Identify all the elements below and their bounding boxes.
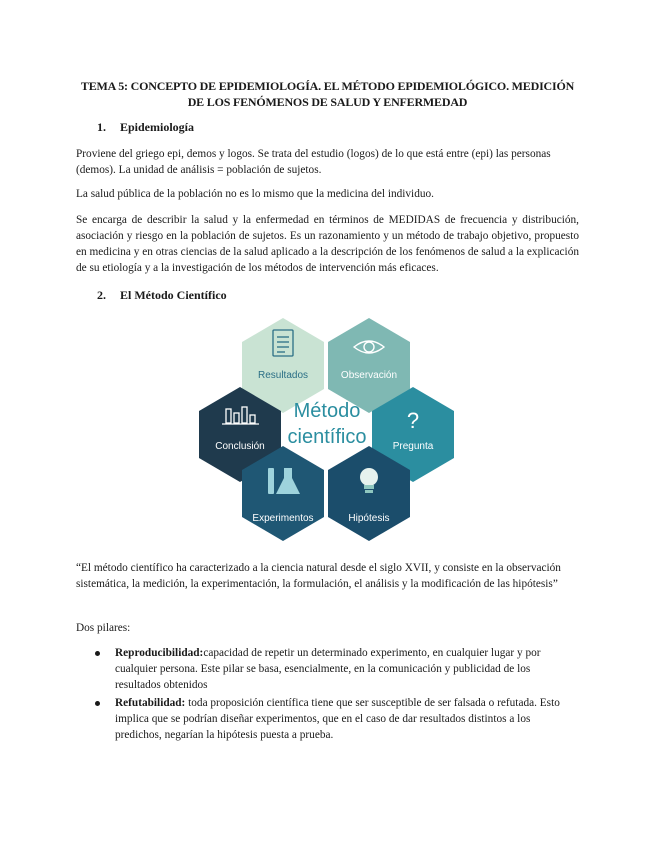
center-title-line-1: Método xyxy=(293,400,361,422)
section-2-number: 2. xyxy=(97,288,106,302)
section-1-heading xyxy=(97,120,194,135)
section-1-title: Epidemiología xyxy=(120,120,195,134)
bullet-icon xyxy=(95,651,100,656)
scientific-method-figure xyxy=(184,311,470,548)
list-item xyxy=(95,695,575,743)
pillar-text: toda proposición científica tiene que ser susceptible de ser falsada o refutada. Esto implica que se podrían diseñar experimentos, que en el caso de dar resultados distintos a los predichos, negarían la hipótesis puesta a prueba. xyxy=(115,697,560,741)
pillars-list xyxy=(95,645,575,743)
hex-label-resultados: Resultados xyxy=(257,370,309,381)
title-line-2: DE LOS FENÓMENOS DE SALUD Y ENFERMEDAD xyxy=(187,95,468,109)
pillar-term: Refutabilidad: xyxy=(115,697,186,709)
pillars-intro: Dos pilares: xyxy=(76,622,131,634)
paragraph-epidemiology-definition: Se encarga de describir la salud y la enfermedad en términos de MEDIDAS de frecuencia y distribución, asociación y riesgo en la población de sujetos. Es un razonamiento y un método de trabajo objetivo, propuesto en medicina y en otras ciencias de la salud aplicado a la descripción de los fenómenos de salud a la explicación de su etiología y a la investigación de los métodos de intervención más eficaces. xyxy=(76,214,579,274)
section-2-title: El Método Científico xyxy=(120,288,227,302)
hex-label-observacion: Observación xyxy=(340,370,398,381)
document-title xyxy=(60,78,595,110)
pillar-term: Reproducibilidad: xyxy=(115,647,204,659)
list-item xyxy=(95,645,575,693)
quote-scientific-method: “El método científico ha caracterizado a la ciencia natural desde el siglo XVII, y consiste en la observación sistemática, la medición, la experimentación, la formulación, el análisis y la modificación de las hipótesis” xyxy=(76,562,561,590)
center-title-line-2: científico xyxy=(287,426,367,448)
hex-label-pregunta: Pregunta xyxy=(392,441,434,452)
bullet-icon xyxy=(95,701,100,706)
hex-label-experimentos: Experimentos xyxy=(252,513,314,524)
pillar-text: capacidad de repetir un determinado experimento, en cualquier lugar y por cualquier persona. Este pilar se basa, esencialmente, en la comunicación y publicidad de los resultados obtenidos xyxy=(115,647,541,691)
paragraph-public-health: La salud pública de la población no es lo mismo que la medicina del individuo. xyxy=(76,188,434,200)
section-2-heading xyxy=(97,288,227,303)
hex-label-hipotesis: Hipótesis xyxy=(348,513,390,524)
scientific-method-diagram xyxy=(184,311,470,548)
section-1-number: 1. xyxy=(97,120,106,134)
paragraph-etymology: Proviene del griego epi, demos y logos. Se trata del estudio (logos) de lo que está entre (epi) las personas (demos). La unidad de análisis = población de sujetos. xyxy=(76,148,551,176)
title-line-1: TEMA 5: CONCEPTO DE EPIDEMIOLOGÍA. EL MÉTODO EPIDEMIOLÓGICO. MEDICIÓN xyxy=(80,79,575,93)
question-mark-icon: ? xyxy=(406,408,420,433)
hex-label-conclusion: Conclusión xyxy=(215,441,265,452)
